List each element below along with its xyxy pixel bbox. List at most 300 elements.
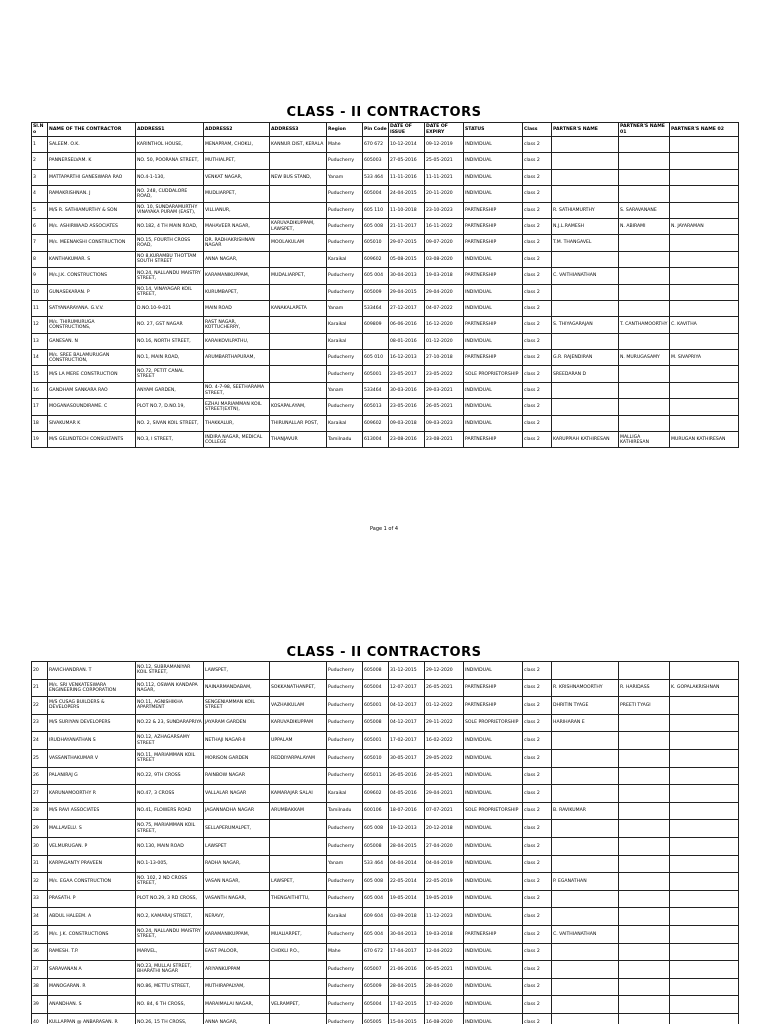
- table-cell: 30: [32, 837, 48, 855]
- table-cell: NO.16, NORTH STREET,: [136, 333, 204, 349]
- table-cell: JAGANNADHA NAGAR: [204, 802, 270, 820]
- table-row: [32, 153, 739, 169]
- table-cell: THANJAVUR: [270, 432, 327, 448]
- table-cell: 605 004: [363, 890, 389, 908]
- table-cell: NO.1-13-005,: [136, 855, 204, 873]
- table-cell: INDIVIDUAL: [464, 767, 523, 785]
- table-cell: NO. 4-7-98, SEETHARAMA STREET,: [204, 382, 270, 398]
- table-cell: Puducherry: [327, 925, 363, 943]
- table-cell: [270, 186, 327, 202]
- table-cell: class 2: [523, 415, 552, 431]
- table-cell: 12: [32, 317, 48, 333]
- table-cell: 605004: [363, 679, 389, 697]
- table-cell: INDIVIDUAL: [464, 382, 523, 398]
- table-row: [32, 996, 739, 1014]
- contractors-table-page-1: [31, 122, 739, 448]
- table-cell: ANANDHAN. S: [48, 996, 136, 1014]
- table-cell: Puducherry: [327, 1013, 363, 1024]
- table-cell: [552, 1013, 619, 1024]
- table-cell: [552, 169, 619, 185]
- table-cell: class 2: [523, 382, 552, 398]
- table-cell: 605001: [363, 732, 389, 750]
- table-cell: [670, 802, 739, 820]
- table-cell: Puducherry: [327, 662, 363, 680]
- table-cell: M. SIVAPRIYA: [670, 350, 739, 366]
- table-row: [32, 732, 739, 750]
- table-cell: N.J.L.RAMESH: [552, 218, 619, 234]
- table-cell: NO. 2, SIVAN KOIL STREET,: [136, 415, 204, 431]
- table-cell: 17-02-2015: [389, 996, 425, 1014]
- table-cell: MATTAPARTHI GANESWARA RAO: [48, 169, 136, 185]
- column-header: ADDRESS2: [204, 123, 270, 137]
- table-cell: 10: [32, 284, 48, 300]
- table-cell: 4: [32, 186, 48, 202]
- table-cell: Karaikal: [327, 251, 363, 267]
- table-cell: KULLAPPAN @ ANBARASAN. R: [48, 1013, 136, 1024]
- table-cell: 16-02-2022: [425, 732, 464, 750]
- table-cell: SOKKANATHANPET,: [270, 679, 327, 697]
- table-cell: [670, 382, 739, 398]
- table-cell: 06-06-2016: [389, 317, 425, 333]
- table-cell: Puducherry: [327, 350, 363, 366]
- table-cell: VASSANTHAKUMAR V: [48, 749, 136, 767]
- table-cell: 23: [32, 714, 48, 732]
- table-cell: 12-04-2022: [425, 943, 464, 961]
- table-cell: Puducherry: [327, 186, 363, 202]
- table-cell: INDIVIDUAL: [464, 943, 523, 961]
- table-cell: 609602: [363, 251, 389, 267]
- column-header: PARTNER'S NAME: [552, 123, 619, 137]
- table-cell: [270, 317, 327, 333]
- table-cell: 605001: [363, 697, 389, 715]
- table-cell: [619, 837, 670, 855]
- table-cell: INDIVIDUAL: [464, 415, 523, 431]
- table-cell: [670, 978, 739, 996]
- table-cell: 26-05-2021: [425, 399, 464, 415]
- table-cell: 20: [32, 662, 48, 680]
- table-cell: 605009: [363, 978, 389, 996]
- table-cell: K. GOPALAKRISHNAN: [670, 679, 739, 697]
- table-cell: [270, 350, 327, 366]
- table-cell: [552, 251, 619, 267]
- table-cell: [670, 1013, 739, 1024]
- table-cell: INDIVIDUAL: [464, 961, 523, 979]
- table-cell: Puducherry: [327, 284, 363, 300]
- table-cell: RAMAKRISHNAN. J: [48, 186, 136, 202]
- table-cell: 605013: [363, 399, 389, 415]
- table-cell: M/S CUSAG BUILDERS & DEVELOPERS: [48, 697, 136, 715]
- table-row: [32, 978, 739, 996]
- table-cell: SOLE PROPRIETORSHIP: [464, 714, 523, 732]
- table-cell: [619, 153, 670, 169]
- table-row: [32, 300, 739, 316]
- table-row: [32, 202, 739, 218]
- table-cell: G.R. RAJENDIRAN: [552, 350, 619, 366]
- table-cell: 38: [32, 978, 48, 996]
- table-cell: C. KAVITHA: [670, 317, 739, 333]
- table-cell: 31-12-2015: [389, 662, 425, 680]
- table-cell: [619, 802, 670, 820]
- table-cell: [619, 767, 670, 785]
- table-cell: 670 672: [363, 943, 389, 961]
- table-cell: MAIN ROAD: [204, 300, 270, 316]
- table-cell: KARAMANIKUPPAM,: [204, 268, 270, 284]
- table-cell: 533464: [363, 382, 389, 398]
- table-row: [32, 284, 739, 300]
- table-cell: [552, 767, 619, 785]
- table-cell: [619, 137, 670, 153]
- table-cell: M/s. THIRUMURUGA CONSTRUCTIONS,: [48, 317, 136, 333]
- table-cell: GANDHAM SANKARA RAO: [48, 382, 136, 398]
- table-cell: [670, 697, 739, 715]
- table-cell: NO. 50, POORANA STREET,: [136, 153, 204, 169]
- table-cell: 1: [32, 137, 48, 153]
- table-cell: [670, 235, 739, 251]
- table-cell: NO.15, FOURTH CROSS ROAD,: [136, 235, 204, 251]
- column-header: NAME OF THE CONTRACTOR: [48, 123, 136, 137]
- table-cell: class 2: [523, 767, 552, 785]
- table-cell: NO.182, 4 TH MAIN ROAD,: [136, 218, 204, 234]
- table-cell: M/s. MEENAKSHI CONSTRUCTION: [48, 235, 136, 251]
- table-cell: 605 008: [363, 820, 389, 838]
- table-cell: [619, 333, 670, 349]
- table-cell: class 2: [523, 350, 552, 366]
- table-cell: KARUVADIKUPPAM: [270, 714, 327, 732]
- table-cell: 09-07-2020: [425, 235, 464, 251]
- column-header: ADDRESS3: [270, 123, 327, 137]
- table-cell: INDIVIDUAL: [464, 399, 523, 415]
- table-cell: 32: [32, 873, 48, 891]
- table-cell: 605 004: [363, 925, 389, 943]
- table-cell: 04-12-2017: [389, 714, 425, 732]
- table-cell: 30-05-2017: [389, 749, 425, 767]
- table-row: [32, 235, 739, 251]
- table-cell: THAKKALUR,: [204, 415, 270, 431]
- table-cell: MORISON GARDEN: [204, 749, 270, 767]
- table-cell: VASANTH NAGAR,: [204, 890, 270, 908]
- table-cell: 24: [32, 732, 48, 750]
- table-cell: LAWSPET,: [270, 873, 327, 891]
- table-cell: 14: [32, 350, 48, 366]
- table-cell: [619, 996, 670, 1014]
- table-cell: NO.1, MAIN ROAD,: [136, 350, 204, 366]
- table-cell: 34: [32, 908, 48, 926]
- table-cell: [270, 284, 327, 300]
- table-cell: [619, 268, 670, 284]
- table-cell: Yanam: [327, 382, 363, 398]
- table-cell: 33: [32, 890, 48, 908]
- column-header: Sl.No: [32, 123, 48, 137]
- table-cell: MALLAVELU. S: [48, 820, 136, 838]
- table-cell: 605009: [363, 284, 389, 300]
- table-cell: [552, 961, 619, 979]
- table-cell: INDIVIDUAL: [464, 284, 523, 300]
- table-cell: NO.26, 15 TH CROSS,: [136, 1013, 204, 1024]
- table-cell: [670, 186, 739, 202]
- table-cell: 03-08-2020: [425, 251, 464, 267]
- table-cell: [270, 333, 327, 349]
- table-cell: [619, 169, 670, 185]
- table-cell: N. ABIRAMI: [619, 218, 670, 234]
- table-cell: N. JAYARAMAN: [670, 218, 739, 234]
- table-cell: MARVEL,: [136, 943, 204, 961]
- table-cell: class 2: [523, 317, 552, 333]
- table-cell: 35: [32, 925, 48, 943]
- table-cell: [552, 382, 619, 398]
- table-cell: 26: [32, 767, 48, 785]
- table-cell: class 2: [523, 978, 552, 996]
- table-cell: [552, 996, 619, 1014]
- table-row: [32, 251, 739, 267]
- table-cell: class 2: [523, 873, 552, 891]
- table-cell: [619, 855, 670, 873]
- page-title-2: CLASS - II CONTRACTORS: [286, 645, 482, 660]
- table-cell: MARAIMALAI NAGAR,: [204, 996, 270, 1014]
- table-cell: [619, 943, 670, 961]
- table-cell: class 2: [523, 714, 552, 732]
- table-cell: NO. 102, 2 ND CROSS STREET,: [136, 873, 204, 891]
- table-cell: Karaikal: [327, 333, 363, 349]
- table-cell: NO.11, MARIAMMAN KOIL STREET: [136, 749, 204, 767]
- table-cell: 04-04-2014: [389, 855, 425, 873]
- table-cell: [670, 820, 739, 838]
- table-cell: 29-07-2015: [389, 235, 425, 251]
- table-cell: [670, 767, 739, 785]
- table-cell: [619, 300, 670, 316]
- table-cell: class 2: [523, 202, 552, 218]
- table-cell: 18: [32, 415, 48, 431]
- table-cell: MUTHIALPET,: [204, 153, 270, 169]
- column-header: Class: [523, 123, 552, 137]
- column-header: PARTNER'S NAME 02: [670, 123, 739, 137]
- table-cell: [670, 415, 739, 431]
- table-cell: Karaikal: [327, 785, 363, 803]
- table-cell: 609 604: [363, 908, 389, 926]
- table-cell: 31: [32, 855, 48, 873]
- table-cell: Puducherry: [327, 873, 363, 891]
- table-cell: 605004: [363, 186, 389, 202]
- table-row: [32, 333, 739, 349]
- table-cell: class 2: [523, 235, 552, 251]
- table-cell: Karaikal: [327, 415, 363, 431]
- table-header-row: [32, 123, 739, 137]
- contractors-table-page-2: [31, 661, 739, 1024]
- table-cell: C. VAITHIANATHAN: [552, 268, 619, 284]
- table-row: [32, 317, 739, 333]
- table-cell: R. SATHIAMURTHY: [552, 202, 619, 218]
- table-cell: [619, 714, 670, 732]
- table-cell: [619, 382, 670, 398]
- table-cell: 27-05-2016: [389, 153, 425, 169]
- table-cell: 01-12-2020: [425, 333, 464, 349]
- table-cell: NO.22 & 23, SUNDARAPRIYA: [136, 714, 204, 732]
- table-cell: PARTNERSHIP: [464, 218, 523, 234]
- table-cell: Puducherry: [327, 767, 363, 785]
- table-cell: NO.14, VINAYAGAR KOIL STREET,: [136, 284, 204, 300]
- table-cell: class 2: [523, 908, 552, 926]
- table-cell: [552, 820, 619, 838]
- table-cell: INDIVIDUAL: [464, 333, 523, 349]
- table-cell: [270, 961, 327, 979]
- table-cell: S. THIYAGARAJAN: [552, 317, 619, 333]
- table-cell: [270, 855, 327, 873]
- table-cell: 29-12-2020: [425, 662, 464, 680]
- table-row: [32, 855, 739, 873]
- table-cell: 11-11-2021: [425, 169, 464, 185]
- column-header: DATE OF ISSUE: [389, 123, 425, 137]
- table-cell: 27: [32, 785, 48, 803]
- table-cell: VENKAT NAGAR,: [204, 169, 270, 185]
- table-row: [32, 943, 739, 961]
- table-cell: 533 464: [363, 855, 389, 873]
- table-cell: NETHAJI NAGAR-II: [204, 732, 270, 750]
- table-cell: class 2: [523, 169, 552, 185]
- table-cell: 10-12-2014: [389, 137, 425, 153]
- table-cell: 25: [32, 749, 48, 767]
- table-cell: [270, 908, 327, 926]
- table-cell: KARAMANIKUPPAM,: [204, 925, 270, 943]
- table-cell: KAMARAJAR SALAI: [270, 785, 327, 803]
- table-cell: PARTNERSHIP: [464, 202, 523, 218]
- table-cell: 605 004: [363, 268, 389, 284]
- table-cell: Puducherry: [327, 268, 363, 284]
- table-cell: 605008: [363, 714, 389, 732]
- table-cell: [619, 732, 670, 750]
- table-row: [32, 873, 739, 891]
- column-header: ADDRESS1: [136, 123, 204, 137]
- table-cell: KARINTHOL HOUSE,: [136, 137, 204, 153]
- table-cell: ABDUL HALEEM. A: [48, 908, 136, 926]
- table-cell: [670, 961, 739, 979]
- table-cell: KARUPPIAH KATHIRESAN: [552, 432, 619, 448]
- table-cell: SOLE PROPRIETORSHIP: [464, 802, 523, 820]
- table-cell: [670, 366, 739, 382]
- table-cell: [619, 366, 670, 382]
- table-cell: class 2: [523, 890, 552, 908]
- table-cell: INDIVIDUAL: [464, 855, 523, 873]
- table-cell: [619, 873, 670, 891]
- table-cell: class 2: [523, 837, 552, 855]
- table-cell: Tamilnadu: [327, 432, 363, 448]
- table-cell: 04-05-2016: [389, 785, 425, 803]
- table-cell: class 2: [523, 820, 552, 838]
- table-cell: 9: [32, 268, 48, 284]
- table-cell: MOGANASOUNDIRAME. C: [48, 399, 136, 415]
- column-header: DATE OF EXPIRY: [425, 123, 464, 137]
- table-cell: [552, 399, 619, 415]
- table-cell: EZHAI MARIAMMAN KOIL STREET(EXTN),: [204, 399, 270, 415]
- table-cell: [670, 662, 739, 680]
- table-cell: 21-06-2016: [389, 961, 425, 979]
- table-cell: 609602: [363, 415, 389, 431]
- table-cell: [670, 855, 739, 873]
- table-cell: PARTNERSHIP: [464, 697, 523, 715]
- table-cell: class 2: [523, 399, 552, 415]
- table-row: [32, 218, 739, 234]
- table-cell: 22-05-2019: [425, 873, 464, 891]
- table-cell: [552, 978, 619, 996]
- table-cell: 36: [32, 943, 48, 961]
- table-cell: VALLALAR NAGAR: [204, 785, 270, 803]
- table-cell: N. MURUGASAMY: [619, 350, 670, 366]
- table-cell: [552, 837, 619, 855]
- table-cell: 605011: [363, 767, 389, 785]
- table-cell: MUDALIARPET,: [270, 268, 327, 284]
- table-cell: [270, 978, 327, 996]
- table-cell: 15-04-2015: [389, 1013, 425, 1024]
- table-row: [32, 366, 739, 382]
- table-cell: DHRITIN TYAGE: [552, 697, 619, 715]
- table-cell: 605004: [363, 996, 389, 1014]
- table-cell: RADHA NAGAR,: [204, 855, 270, 873]
- table-cell: MURUGAN KATHIRESAN: [670, 432, 739, 448]
- table-cell: INDIVIDUAL: [464, 978, 523, 996]
- table-cell: INDIVIDUAL: [464, 1013, 523, 1024]
- table-cell: 29-04-2020: [425, 284, 464, 300]
- table-cell: [619, 820, 670, 838]
- table-cell: NO.72, PETIT CANAL STREET: [136, 366, 204, 382]
- table-cell: T. CANTHAMOORTHY: [619, 317, 670, 333]
- table-cell: 16-12-2013: [389, 350, 425, 366]
- table-cell: M/S GELINDTECH CONSULTANTS: [48, 432, 136, 448]
- table-cell: [619, 415, 670, 431]
- table-cell: 27-10-2018: [425, 350, 464, 366]
- table-cell: 28-04-2015: [389, 978, 425, 996]
- table-row: [32, 890, 739, 908]
- table-cell: 605005: [363, 1013, 389, 1024]
- table-cell: 23-05-2016: [389, 399, 425, 415]
- table-cell: 21: [32, 679, 48, 697]
- table-cell: [552, 855, 619, 873]
- table-cell: MUALIARPET,: [270, 925, 327, 943]
- table-cell: Yanam: [327, 300, 363, 316]
- table-cell: [670, 996, 739, 1014]
- table-cell: M/s. SREE BALAMURUGAN CONSTRUCTION,: [48, 350, 136, 366]
- table-cell: EAST PALOOR,: [204, 943, 270, 961]
- table-cell: DR. RADHAKRISHNAN NAGAR: [204, 235, 270, 251]
- table-cell: PARTNERSHIP: [464, 350, 523, 366]
- table-cell: KARUNAMOORTHY R: [48, 785, 136, 803]
- table-cell: Puducherry: [327, 978, 363, 996]
- table-cell: Puducherry: [327, 996, 363, 1014]
- table-cell: VILLIANUR,: [204, 202, 270, 218]
- table-cell: NO.75, MARIAMMAN KOIL STREET,: [136, 820, 204, 838]
- table-cell: 30-03-2016: [389, 382, 425, 398]
- table-cell: 17-02-2020: [425, 996, 464, 1014]
- table-cell: M/S R. SATHIAMURTHY & SON: [48, 202, 136, 218]
- table-cell: Puducherry: [327, 749, 363, 767]
- table-cell: 23-08-2021: [425, 432, 464, 448]
- table-cell: Puducherry: [327, 202, 363, 218]
- table-cell: [552, 415, 619, 431]
- table-cell: [552, 732, 619, 750]
- table-cell: NO.11, AGNISHIKHA APARTMENT: [136, 697, 204, 715]
- table-cell: 29-04-2021: [425, 785, 464, 803]
- table-cell: INDIVIDUAL: [464, 820, 523, 838]
- table-cell: 16-08-2020: [425, 1013, 464, 1024]
- table-cell: 25-05-2021: [425, 153, 464, 169]
- table-cell: 24-05-2021: [425, 767, 464, 785]
- table-row: [32, 802, 739, 820]
- table-cell: [670, 732, 739, 750]
- table-cell: VELMURUGAN. P: [48, 837, 136, 855]
- table-cell: class 2: [523, 697, 552, 715]
- table-cell: class 2: [523, 186, 552, 202]
- table-cell: ANNA NAGAR,: [204, 1013, 270, 1024]
- table-cell: ARUMBARTHAPURAM,: [204, 350, 270, 366]
- table-row: [32, 415, 739, 431]
- table-cell: SATYANARAYANA. G.V.V.: [48, 300, 136, 316]
